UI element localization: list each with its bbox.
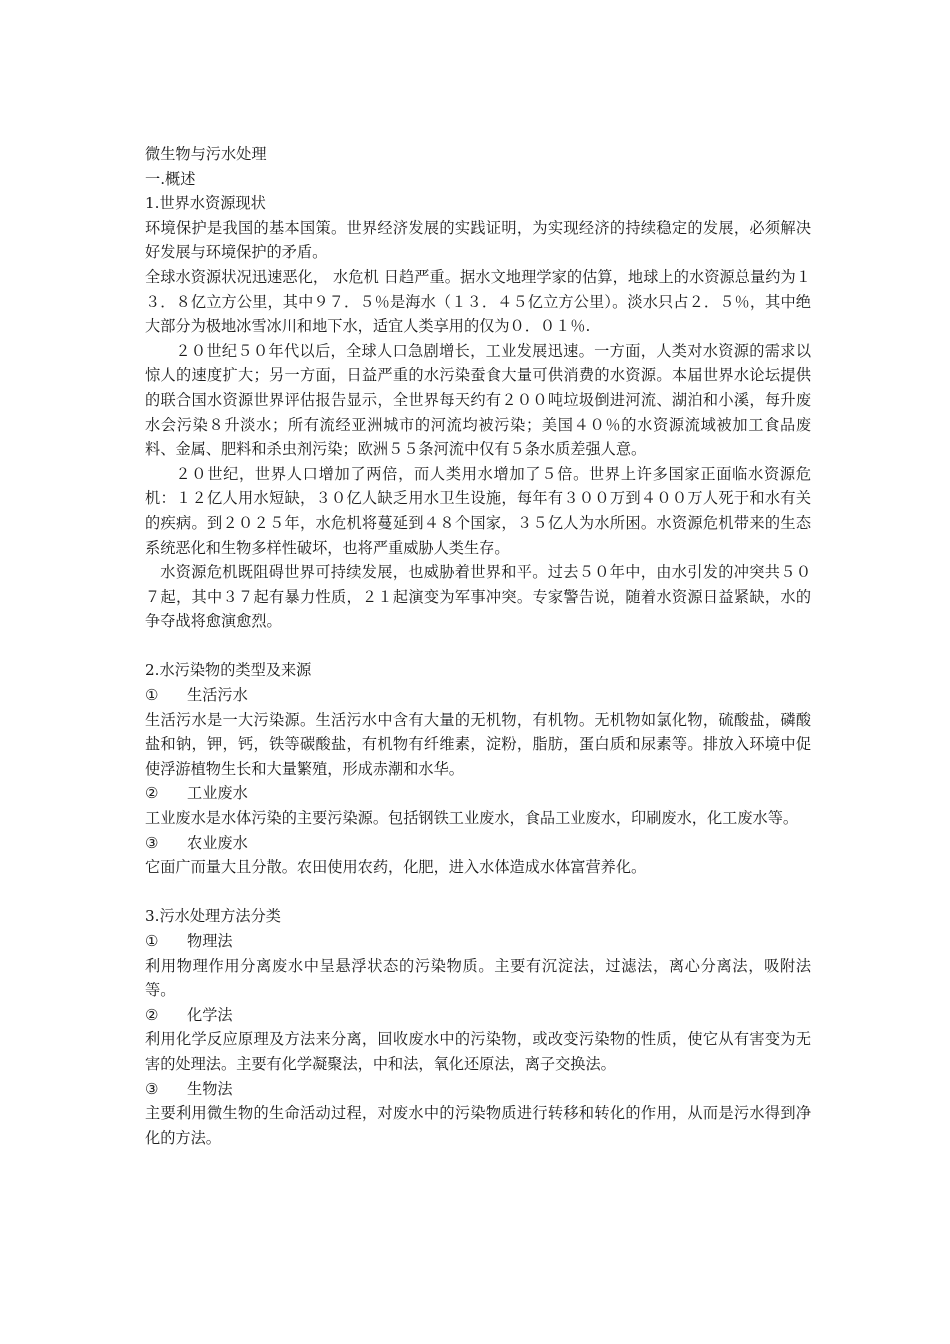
item-number: ② [145, 784, 159, 803]
subsection-heading-water-resources: 1.世界水资源现状 [145, 194, 266, 213]
paragraph-chemical-method: 利用化学反应原理及方法来分离，回收废水中的污染物，或改变污染物的性质，使它从有害变为无害的处理法。主要有化学凝聚法，中和法，氧化还原法，离子交换法。 [145, 1030, 811, 1073]
paragraph-physical-method: 利用物理作用分离废水中呈悬浮状态的污染物质。主要有沉淀法，过滤法，离心分离法，吸附法等。 [145, 956, 811, 1000]
item-number: ③ [145, 1079, 159, 1098]
item-number: ② [145, 1005, 159, 1024]
paragraph-biological-method: 主要利用微生物的生命活动过程，对废水中的污染物质进行转移和转化的作用，从而是污水得到净化的方法。 [145, 1104, 811, 1147]
item-label: 化学法 [187, 1005, 233, 1024]
item-number: ① [145, 686, 159, 705]
list-item-physical-method [145, 929, 811, 954]
section-heading-overview: 一.概述 [145, 169, 196, 188]
item-label: 生活污水 [187, 686, 248, 705]
list-item-biological-method [145, 1077, 811, 1102]
paragraph-agricultural-wastewater: 它面广而量大且分散。农田使用农药，化肥，进入水体造成水体富营养化。 [145, 858, 647, 877]
list-item-chemical-method [145, 1003, 811, 1028]
blank-line [145, 634, 811, 659]
item-label: 物理法 [187, 932, 233, 950]
item-label: 农业废水 [187, 833, 248, 852]
paragraph-water-conflict: 水资源危机既阻碍世界可持续发展，也威胁着世界和平。过去５０年中，由水引发的冲突共５０７起，其中３７起有暴力性质，２１起演变为军事冲突。专家警告说，随着水资源日益紧缺，水的争夺战将愈演愈烈。 [145, 563, 811, 631]
document-page [145, 142, 811, 1150]
paragraph-environment-policy: 环境保护是我国的基本国策。世界经济发展的实践证明，为实现经济的持续稳定的发展，必须解决好发展与环境保护的矛盾。 [145, 218, 811, 262]
paragraph-industrial-wastewater: 工业废水是水体污染的主要污染源。包括钢铁工业废水，食品工业废水，印刷废水，化工废水等。 [145, 809, 799, 828]
blank-line [145, 880, 811, 905]
section-heading-treatment-methods: 3.污水处理方法分类 [145, 907, 281, 926]
paragraph-water-crisis: ２０世纪，世界人口增加了两倍，而人类用水增加了５倍。世界上许多国家正面临水资源危机：１２亿人用水短缺，３０亿人缺乏用水卫生设施，每年有３００万到４００万人死于和水有关的疾病。到２０２５年，水危机将蔓延到４８个国家，３５亿人为水所困。水资源危机带来的生态系统恶化和生物多样性破坏，也将严重威胁人类生存。 [145, 464, 811, 557]
section-heading-pollutant-types: 2.水污染物的类型及来源 [145, 661, 312, 680]
item-number: ③ [145, 833, 159, 852]
list-item-domestic-sewage [145, 683, 811, 708]
document-title: 微生物与污水处理 [145, 145, 267, 163]
list-item-industrial-wastewater [145, 781, 811, 806]
paragraph-global-water-status: 全球水资源状况迅速恶化， 水危机 日趋严重。据水文地理学家的估算，地球上的水资源总量约为１３．８亿立方公里，其中９７．５％是海水（１３．４５亿立方公里）。淡水只占２．５％，其中绝大部分为极地冰雪冰川和地下水，适宜人类享用的仅为０．０１％. [145, 267, 811, 336]
item-number: ① [145, 932, 159, 950]
paragraph-domestic-sewage: 生活污水是一大污染源。生活污水中含有大量的无机物，有机物。无机物如氯化物，硫酸盐，磷酸盐和钠，钾，钙，铁等碳酸盐，有机物有纤维素，淀粉，脂肪，蛋白质和尿素等。排放入环境中促使浮游植物生长和大量繁殖，形成赤潮和水华。 [145, 710, 811, 778]
item-label: 工业废水 [187, 784, 248, 803]
paragraph-population-growth: ２０世纪５０年代以后，全球人口急剧增长，工业发展迅速。一方面，人类对水资源的需求以惊人的速度扩大；另一方面，日益严重的水污染蚕食大量可供消费的水资源。本届世界水论坛提供的联合国水资源世界评估报告显示，全世界每天约有２００吨垃圾倒进河流、湖泊和小溪，每升废水会污染８升淡水；所有流经亚洲城市的河流均被污染；美国４０％的水资源流域被加工食品废料、金属、肥料和杀虫剂污染；欧洲５５条河流中仅有５条水质差强人意。 [145, 341, 811, 459]
list-item-agricultural-wastewater [145, 831, 811, 856]
item-label: 生物法 [187, 1079, 233, 1098]
